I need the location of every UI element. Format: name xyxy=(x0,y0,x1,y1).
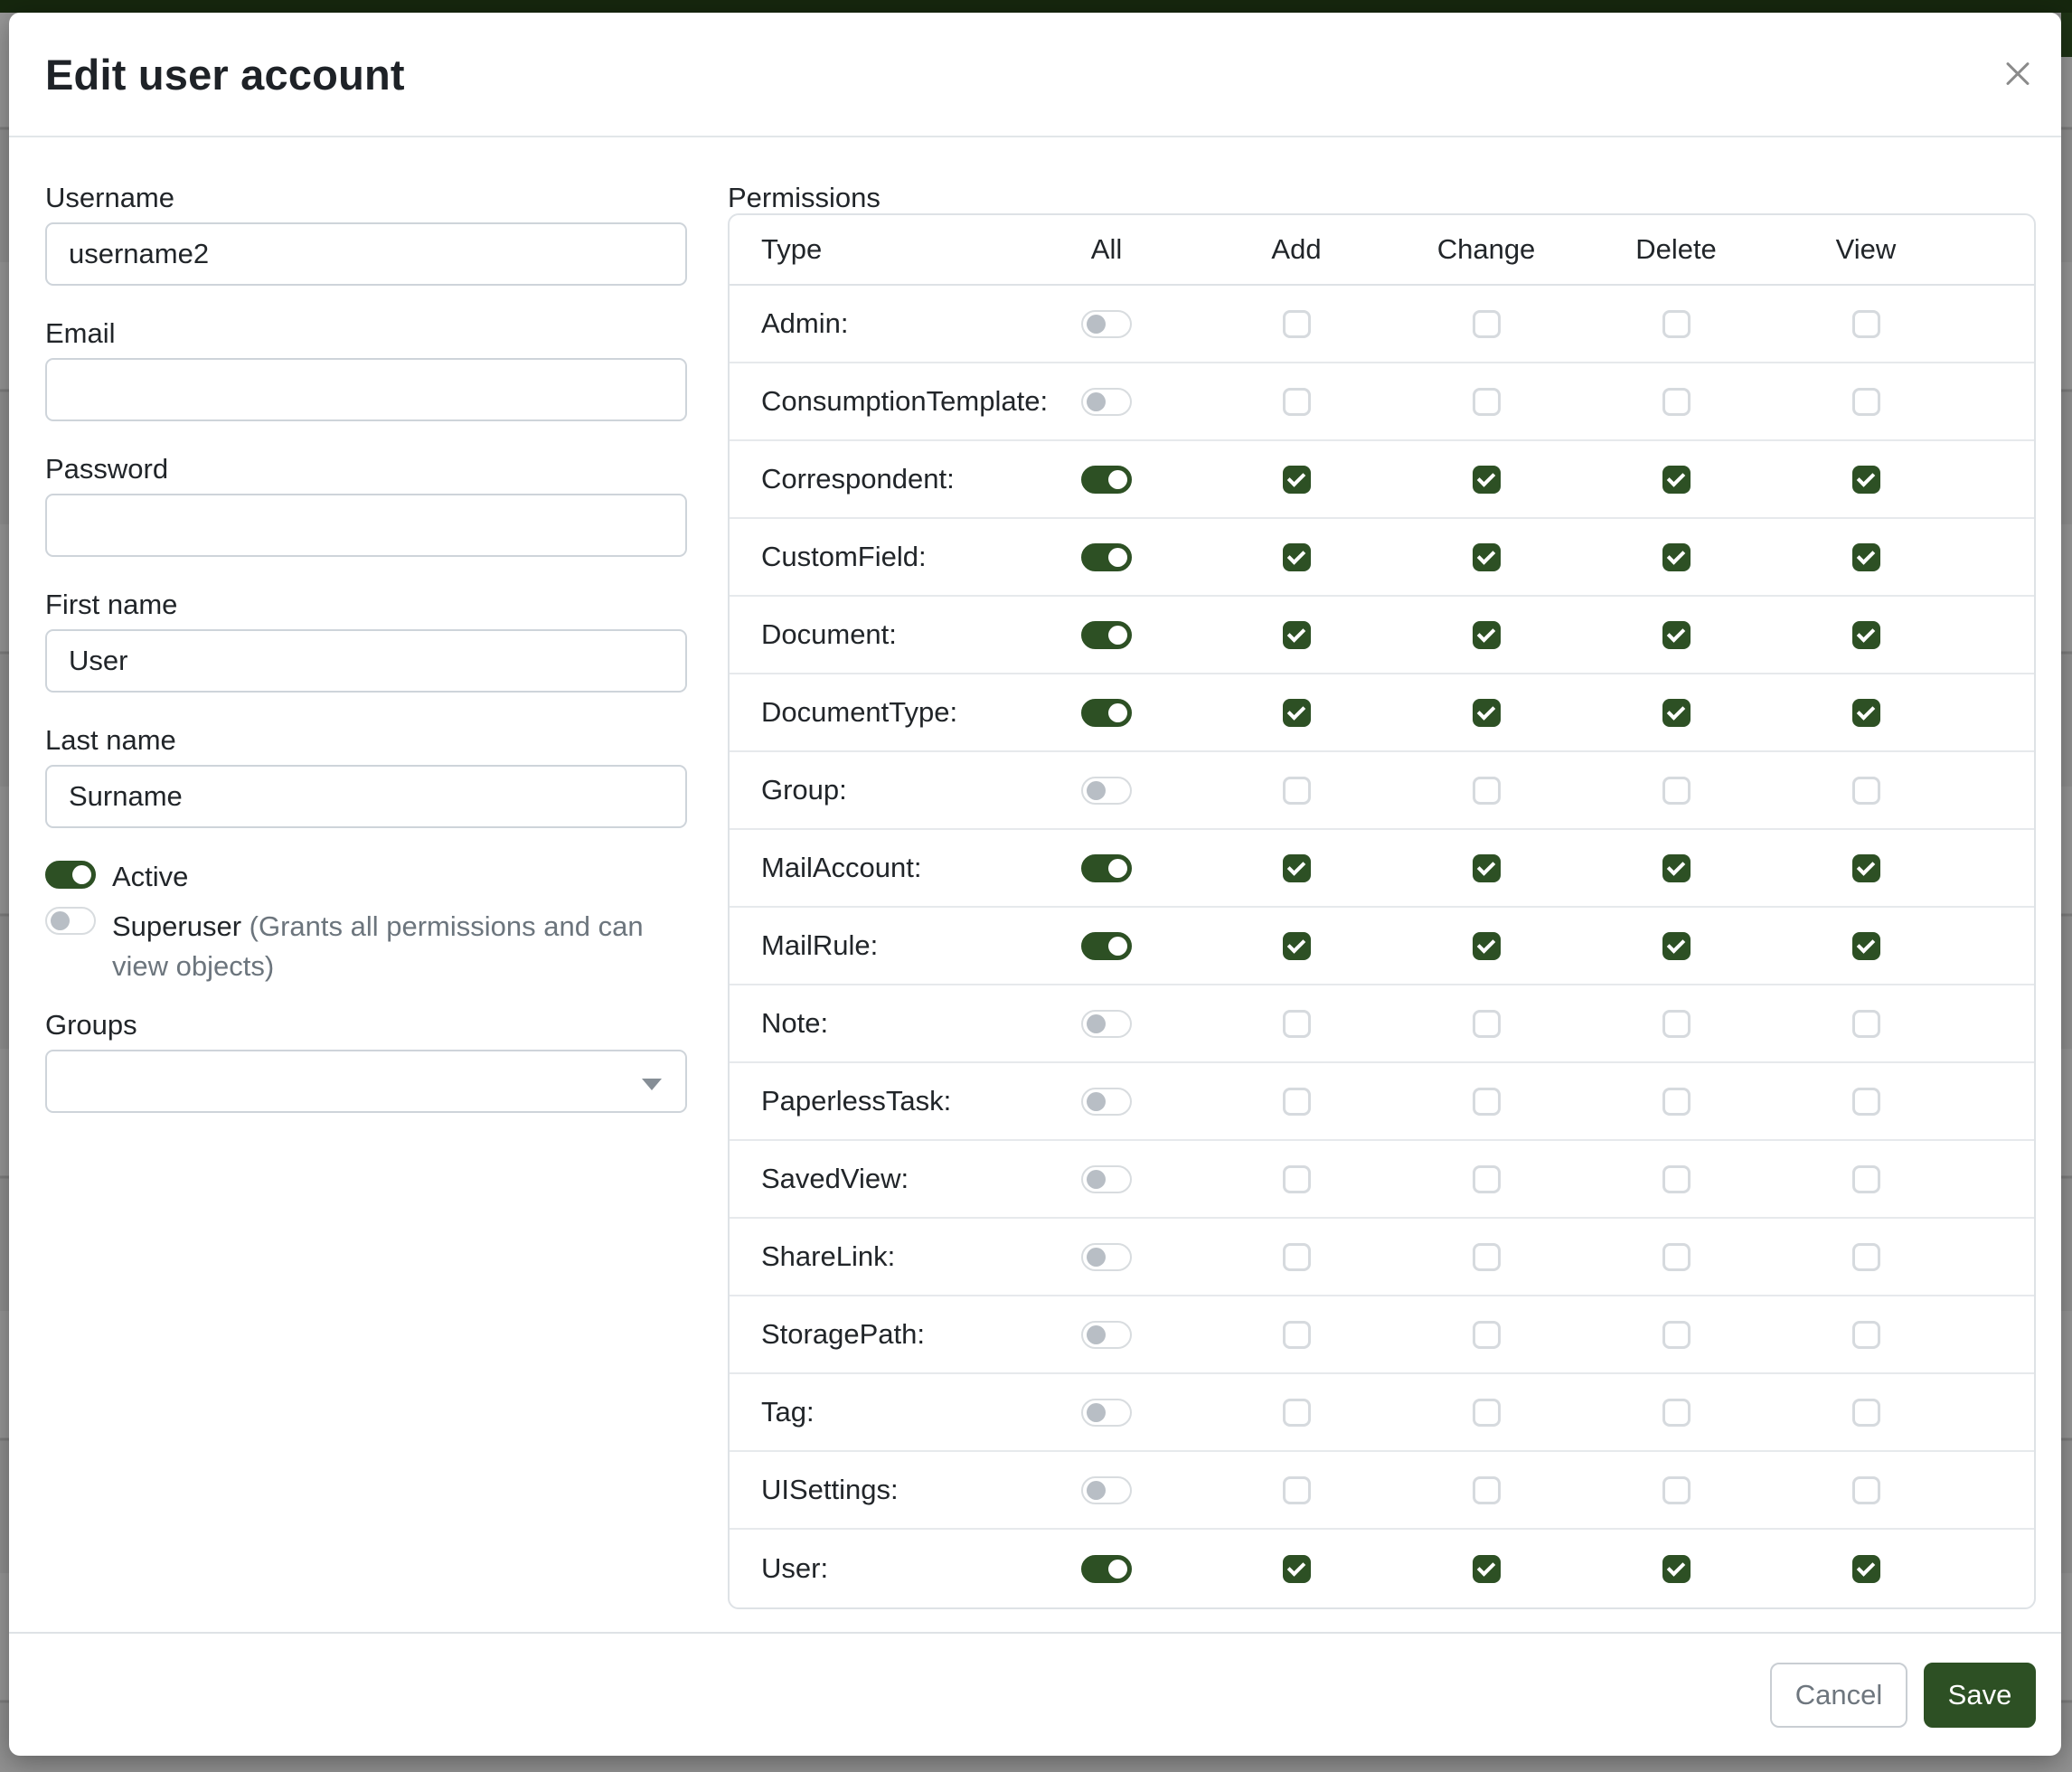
permission-checkbox-change[interactable] xyxy=(1473,1399,1501,1427)
permission-checkbox-change[interactable] xyxy=(1473,388,1501,416)
permission-type-label: Tag: xyxy=(761,1396,815,1428)
permission-checkbox-view[interactable] xyxy=(1852,621,1880,649)
permissions-section xyxy=(728,183,2036,1632)
permission-checkbox-add[interactable] xyxy=(1283,1088,1311,1116)
permission-checkbox-delete[interactable] xyxy=(1662,1555,1691,1583)
permission-checkbox-view[interactable] xyxy=(1852,543,1880,571)
permission-checkbox-view[interactable] xyxy=(1852,388,1880,416)
permission-row-uisettings xyxy=(730,1452,2034,1530)
permission-checkbox-delete[interactable] xyxy=(1662,1243,1691,1271)
permission-checkbox-view[interactable] xyxy=(1852,466,1880,494)
permission-checkbox-delete[interactable] xyxy=(1662,1165,1691,1193)
edit-user-dialog xyxy=(9,13,2061,1756)
permission-checkbox-add[interactable] xyxy=(1283,1010,1311,1038)
permission-checkbox-delete[interactable] xyxy=(1662,388,1691,416)
permission-checkbox-change[interactable] xyxy=(1473,1010,1501,1038)
permission-toggle-all[interactable] xyxy=(1081,1321,1132,1349)
permission-row-document xyxy=(730,597,2034,674)
permission-checkbox-delete[interactable] xyxy=(1662,1321,1691,1349)
permission-checkbox-add[interactable] xyxy=(1283,932,1311,960)
permission-checkbox-change[interactable] xyxy=(1473,621,1501,649)
permission-checkbox-add[interactable] xyxy=(1283,777,1311,805)
user-form xyxy=(45,183,687,1632)
perm-header-change: Change xyxy=(1436,233,1536,265)
superuser-toggle-row xyxy=(45,907,687,986)
permission-checkbox-add[interactable] xyxy=(1283,1555,1311,1583)
permission-type-label: User: xyxy=(761,1552,829,1584)
toggle-knob xyxy=(1108,859,1127,878)
permission-checkbox-change[interactable] xyxy=(1473,1321,1501,1349)
superuser-hint: (Grants all permissions and can view objects) xyxy=(112,910,644,982)
permission-row-admin xyxy=(730,286,2034,363)
permission-checkbox-change[interactable] xyxy=(1473,932,1501,960)
perm-header-view: View xyxy=(1835,233,1897,265)
dialog-body xyxy=(9,139,2061,1632)
permission-toggle-all[interactable] xyxy=(1081,932,1132,960)
email-label: Email xyxy=(45,317,116,349)
permission-checkbox-view[interactable] xyxy=(1852,1555,1880,1583)
email-field-group xyxy=(45,318,687,421)
permission-toggle-all[interactable] xyxy=(1081,466,1132,494)
permission-row-mailrule xyxy=(730,908,2034,985)
permission-checkbox-add[interactable] xyxy=(1283,466,1311,494)
permission-type-label: Correspondent: xyxy=(761,463,955,495)
permission-row-mailaccount xyxy=(730,830,2034,908)
permission-checkbox-change[interactable] xyxy=(1473,310,1501,338)
perm-header-add: Add xyxy=(1271,233,1322,265)
permission-checkbox-change[interactable] xyxy=(1473,777,1501,805)
permission-toggle-all[interactable] xyxy=(1081,543,1132,571)
toggle-knob xyxy=(1108,937,1127,956)
toggle-knob xyxy=(1108,548,1127,567)
toggle-knob xyxy=(1087,1481,1106,1500)
cancel-button[interactable]: Cancel xyxy=(1770,1663,1907,1728)
permission-type-label: PaperlessTask: xyxy=(761,1085,952,1117)
permission-checkbox-view[interactable] xyxy=(1852,1165,1880,1193)
permission-row-paperlesstask xyxy=(730,1063,2034,1141)
permission-checkbox-add[interactable] xyxy=(1283,854,1311,882)
permission-checkbox-add[interactable] xyxy=(1283,310,1311,338)
permission-type-label: DocumentType: xyxy=(761,696,958,728)
permission-type-label: UISettings: xyxy=(761,1474,899,1505)
toggle-knob xyxy=(1108,703,1127,722)
toggle-knob xyxy=(1087,315,1106,334)
permission-checkbox-delete[interactable] xyxy=(1662,543,1691,571)
groups-select[interactable] xyxy=(45,1050,687,1113)
toggle-knob xyxy=(1087,1092,1106,1111)
dialog-title: Edit user account xyxy=(45,50,405,99)
permission-checkbox-change[interactable] xyxy=(1473,543,1501,571)
toggle-knob xyxy=(1108,626,1127,645)
superuser-text xyxy=(112,907,655,986)
permission-type-label: CustomField: xyxy=(761,541,927,572)
password-label: Password xyxy=(45,453,169,485)
groups-field-group xyxy=(45,1010,687,1113)
permission-checkbox-add[interactable] xyxy=(1283,543,1311,571)
permissions-label: Permissions xyxy=(728,182,881,213)
permission-row-sharelink xyxy=(730,1219,2034,1296)
permission-type-label: Admin: xyxy=(761,307,849,339)
permission-row-consumptiontemplate xyxy=(730,363,2034,441)
permission-checkbox-change[interactable] xyxy=(1473,1088,1501,1116)
username-input[interactable] xyxy=(45,222,687,286)
permission-checkbox-delete[interactable] xyxy=(1662,1399,1691,1427)
perm-header-all: All xyxy=(1090,233,1123,265)
first-name-input[interactable] xyxy=(45,629,687,693)
permission-checkbox-delete[interactable] xyxy=(1662,854,1691,882)
toggle-knob xyxy=(1108,470,1127,489)
permission-toggle-all[interactable] xyxy=(1081,1010,1132,1038)
chevron-down-icon xyxy=(642,1079,662,1090)
dialog-header xyxy=(9,13,2061,137)
permission-checkbox-add[interactable] xyxy=(1283,1399,1311,1427)
permission-checkbox-view[interactable] xyxy=(1852,310,1880,338)
toggle-knob xyxy=(51,911,70,930)
permission-type-label: ConsumptionTemplate: xyxy=(761,385,1049,417)
perm-header-delete: Delete xyxy=(1635,233,1717,265)
permission-checkbox-view[interactable] xyxy=(1852,1088,1880,1116)
permission-checkbox-add[interactable] xyxy=(1283,388,1311,416)
permission-toggle-all[interactable] xyxy=(1081,854,1132,882)
toggle-knob xyxy=(1087,1403,1106,1422)
permission-type-label: ShareLink: xyxy=(761,1240,896,1272)
permission-checkbox-view[interactable] xyxy=(1852,1321,1880,1349)
permission-toggle-all[interactable] xyxy=(1081,1088,1132,1116)
last-name-field-group xyxy=(45,725,687,828)
permission-toggle-all[interactable] xyxy=(1081,1399,1132,1427)
permission-checkbox-change[interactable] xyxy=(1473,854,1501,882)
toggle-knob xyxy=(1087,1325,1106,1344)
permission-toggle-all[interactable] xyxy=(1081,699,1132,727)
permissions-table xyxy=(728,213,2036,1609)
permission-toggle-all[interactable] xyxy=(1081,1555,1132,1583)
permissions-header-row xyxy=(730,215,2034,286)
permission-checkbox-add[interactable] xyxy=(1283,1165,1311,1193)
permission-checkbox-view[interactable] xyxy=(1852,1010,1880,1038)
password-field-group xyxy=(45,454,687,557)
permission-toggle-all[interactable] xyxy=(1081,310,1132,338)
permission-row-savedview xyxy=(730,1141,2034,1219)
permission-checkbox-view[interactable] xyxy=(1852,777,1880,805)
password-input[interactable] xyxy=(45,494,687,557)
permission-checkbox-add[interactable] xyxy=(1283,1243,1311,1271)
username-label: Username xyxy=(45,182,174,213)
permission-checkbox-add[interactable] xyxy=(1283,1321,1311,1349)
toggle-knob xyxy=(1087,1014,1106,1033)
permission-checkbox-delete[interactable] xyxy=(1662,777,1691,805)
superuser-label: Superuser xyxy=(112,910,242,942)
permission-checkbox-add[interactable] xyxy=(1283,621,1311,649)
permission-checkbox-delete[interactable] xyxy=(1662,932,1691,960)
permission-checkbox-delete[interactable] xyxy=(1662,1088,1691,1116)
permission-checkbox-delete[interactable] xyxy=(1662,466,1691,494)
permission-row-group xyxy=(730,752,2034,830)
first-name-label: First name xyxy=(45,589,178,620)
superuser-toggle[interactable] xyxy=(45,907,96,935)
permission-type-label: Group: xyxy=(761,774,847,806)
active-label: Active xyxy=(112,861,189,892)
permission-toggle-all[interactable] xyxy=(1081,621,1132,649)
permission-row-correspondent xyxy=(730,441,2034,519)
permissions-rows xyxy=(730,286,2034,1607)
email-input[interactable] xyxy=(45,358,687,421)
permission-row-tag xyxy=(730,1374,2034,1452)
close-icon[interactable] xyxy=(2000,56,2036,92)
permission-type-label: Document: xyxy=(761,618,897,650)
toggle-knob xyxy=(1108,1560,1127,1579)
permission-row-documenttype xyxy=(730,674,2034,752)
permission-checkbox-view[interactable] xyxy=(1852,854,1880,882)
active-toggle-row xyxy=(45,861,687,892)
permission-checkbox-add[interactable] xyxy=(1283,699,1311,727)
toggle-knob xyxy=(1087,392,1106,411)
permission-checkbox-change[interactable] xyxy=(1473,466,1501,494)
permission-checkbox-delete[interactable] xyxy=(1662,1476,1691,1504)
active-toggle[interactable] xyxy=(45,861,96,889)
toggle-knob xyxy=(72,865,91,884)
toggle-knob xyxy=(1087,1248,1106,1267)
groups-label: Groups xyxy=(45,1009,137,1041)
first-name-field-group xyxy=(45,589,687,693)
permission-checkbox-delete[interactable] xyxy=(1662,310,1691,338)
permission-checkbox-view[interactable] xyxy=(1852,699,1880,727)
permission-toggle-all[interactable] xyxy=(1081,777,1132,805)
permission-checkbox-delete[interactable] xyxy=(1662,699,1691,727)
perm-header-type: Type xyxy=(761,233,823,265)
permission-row-storagepath xyxy=(730,1296,2034,1374)
save-button[interactable]: Save xyxy=(1924,1663,2036,1728)
permission-toggle-all[interactable] xyxy=(1081,388,1132,416)
permission-checkbox-delete[interactable] xyxy=(1662,1010,1691,1038)
permission-checkbox-change[interactable] xyxy=(1473,1476,1501,1504)
permission-toggle-all[interactable] xyxy=(1081,1476,1132,1504)
permission-row-customfield xyxy=(730,519,2034,597)
permission-checkbox-add[interactable] xyxy=(1283,1476,1311,1504)
toggle-knob xyxy=(1087,781,1106,800)
permission-checkbox-view[interactable] xyxy=(1852,1243,1880,1271)
last-name-input[interactable] xyxy=(45,765,687,828)
dialog-footer xyxy=(9,1632,2061,1756)
permission-type-label: StoragePath: xyxy=(761,1318,925,1350)
background-navbar-strip xyxy=(0,0,2072,13)
permission-checkbox-view[interactable] xyxy=(1852,1476,1880,1504)
last-name-label: Last name xyxy=(45,724,176,756)
permission-checkbox-change[interactable] xyxy=(1473,1555,1501,1583)
permission-checkbox-delete[interactable] xyxy=(1662,621,1691,649)
permission-type-label: Note: xyxy=(761,1007,829,1039)
permission-checkbox-change[interactable] xyxy=(1473,699,1501,727)
permission-checkbox-view[interactable] xyxy=(1852,932,1880,960)
permission-toggle-all[interactable] xyxy=(1081,1165,1132,1193)
username-field-group xyxy=(45,183,687,286)
permission-type-label: SavedView: xyxy=(761,1163,909,1194)
toggle-knob xyxy=(1087,1170,1106,1189)
permission-type-label: MailAccount: xyxy=(761,852,922,883)
permission-checkbox-view[interactable] xyxy=(1852,1399,1880,1427)
permission-row-user xyxy=(730,1530,2034,1607)
permission-type-label: MailRule: xyxy=(761,929,879,961)
permission-checkbox-change[interactable] xyxy=(1473,1243,1501,1271)
permission-toggle-all[interactable] xyxy=(1081,1243,1132,1271)
permission-checkbox-change[interactable] xyxy=(1473,1165,1501,1193)
permission-row-note xyxy=(730,985,2034,1063)
